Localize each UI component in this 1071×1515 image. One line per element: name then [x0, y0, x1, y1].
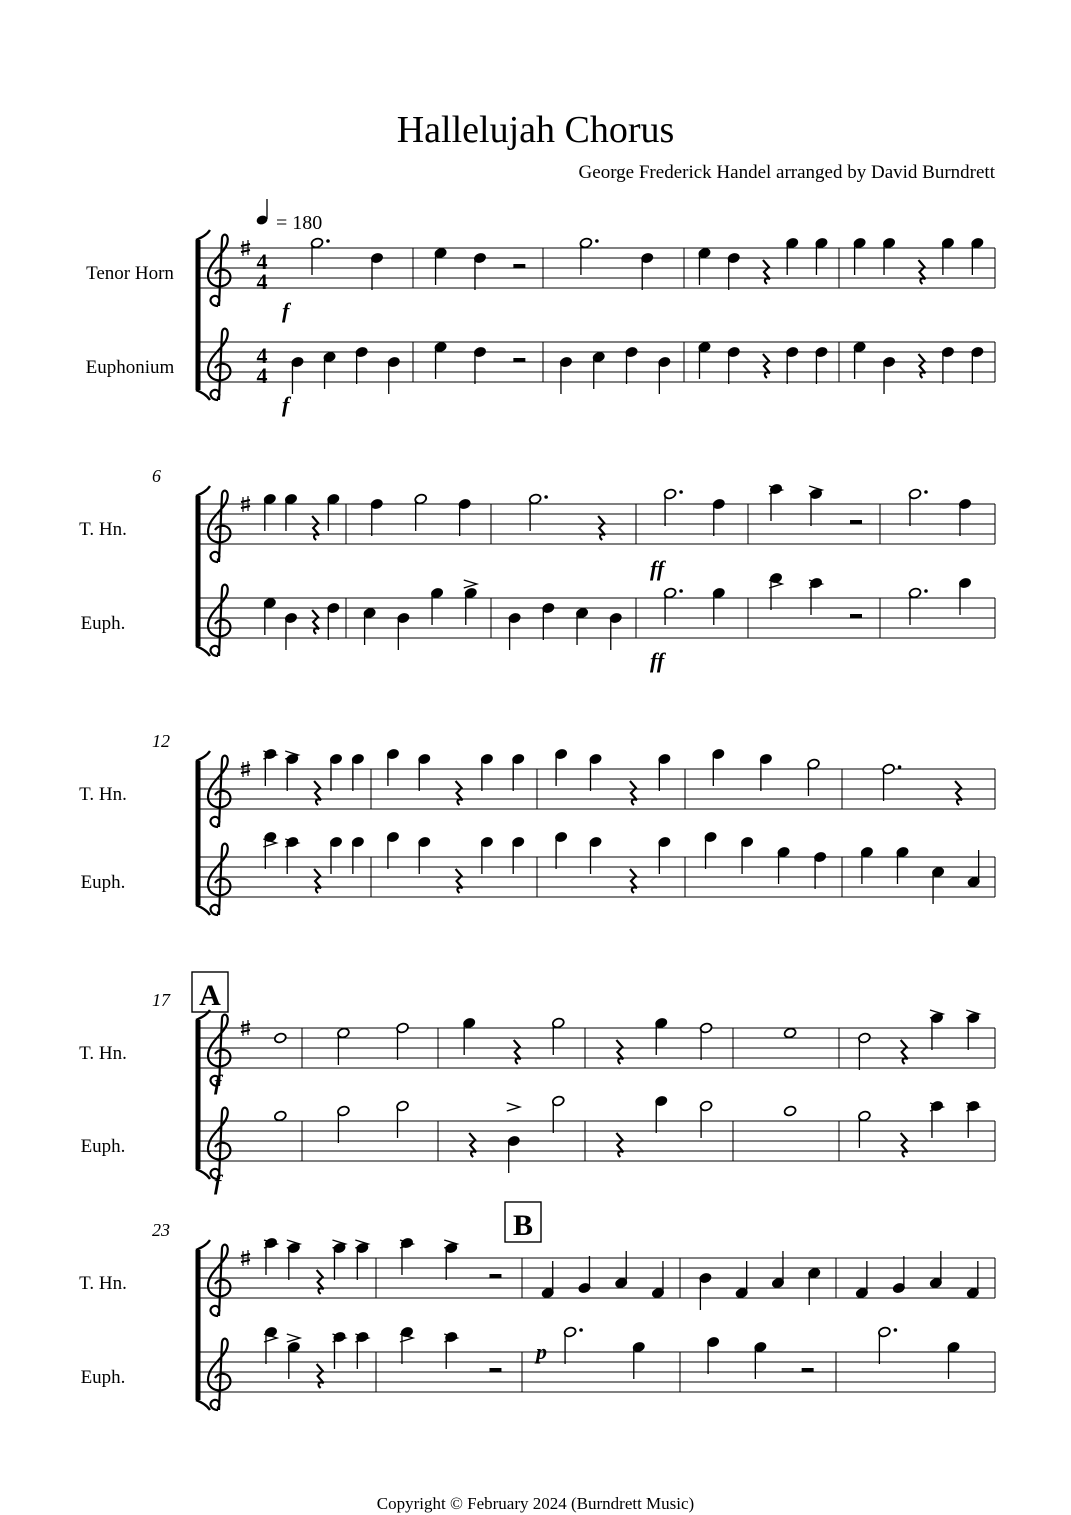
instrument-name-top: Tenor Horn — [86, 263, 174, 284]
score-system — [79, 731, 995, 915]
rehearsal-mark: A — [199, 979, 221, 1012]
measure-number: 17 — [152, 990, 170, 1010]
dynamic-marking: ff — [650, 648, 665, 673]
instrument-name-bottom: Euphonium — [85, 357, 175, 378]
score-system — [79, 466, 995, 673]
instrument-name-bottom: Euph. — [80, 1367, 126, 1388]
instrument-name-bottom: Euph. — [80, 1136, 126, 1157]
dynamic-marking: f — [282, 298, 290, 323]
dynamic-marking: p — [536, 1339, 547, 1364]
instrument-name-bottom: Euph. — [80, 613, 126, 634]
instrument-name-top: T. Hn. — [79, 519, 127, 540]
score-system — [79, 972, 995, 1195]
score-title: Hallelujah Chorus — [396, 109, 675, 151]
copyright-notice: Copyright © February 2024 (Burndrett Music) — [376, 1494, 695, 1513]
composer-credit: George Frederick Handel arranged by David Burndrett — [578, 162, 995, 183]
instrument-name-top: T. Hn. — [79, 784, 127, 805]
instrument-name-bottom: Euph. — [80, 872, 126, 893]
time-signature-numerator: 4 — [256, 249, 268, 274]
tempo-marking — [255, 199, 322, 234]
instrument-name-top: T. Hn. — [79, 1043, 127, 1064]
time-signature-numerator: 4 — [256, 343, 268, 368]
score-system — [86, 230, 995, 417]
measure-number: 12 — [152, 731, 170, 751]
dynamic-marking: f — [214, 1170, 222, 1195]
dynamic-marking: ff — [650, 556, 665, 581]
measure-number: 6 — [152, 466, 161, 486]
score-system — [79, 1202, 995, 1410]
instrument-name-top: T. Hn. — [79, 1273, 127, 1294]
tempo-text: = 180 — [276, 212, 323, 234]
measure-number: 23 — [152, 1220, 170, 1240]
dynamic-marking: f — [282, 392, 290, 417]
time-signature-denominator: 4 — [256, 269, 268, 294]
rehearsal-mark: B — [512, 1209, 534, 1242]
dynamic-marking: f — [214, 1070, 222, 1095]
time-signature-denominator: 4 — [256, 363, 268, 388]
